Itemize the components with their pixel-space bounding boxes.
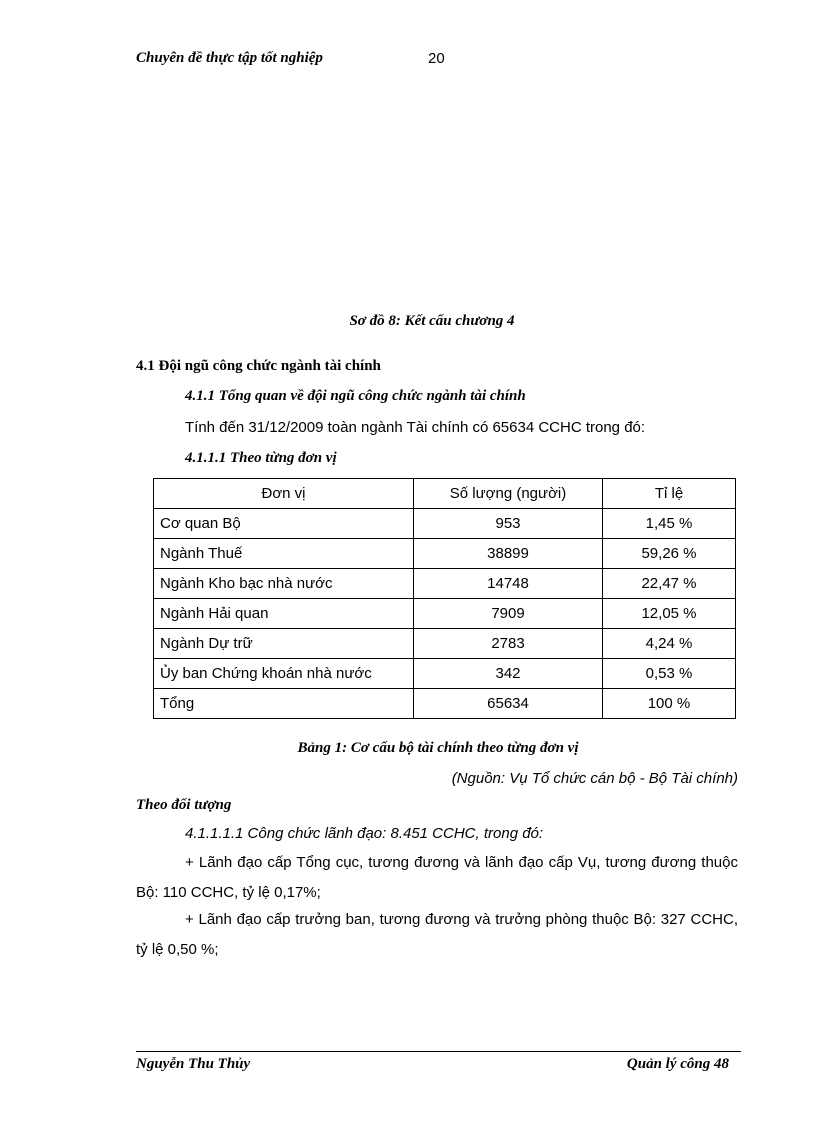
table-row xyxy=(154,599,736,629)
cell-ratio: 1,45 % xyxy=(603,509,736,539)
cell-ratio: 22,47 % xyxy=(603,569,736,599)
subheading-theo-doi-tuong: Theo đối tượng xyxy=(136,797,232,813)
diagram-caption: Sơ đồ 8: Kết cấu chương 4 xyxy=(349,313,515,329)
cell-unit: Ngành Kho bạc nhà nước xyxy=(154,569,414,599)
cell-unit: Cơ quan Bộ xyxy=(154,509,414,539)
cell-ratio: 12,05 % xyxy=(603,599,736,629)
intro-text: Tính đến 31/12/2009 toàn ngành Tài chính có 65634 CCHC trong đó: xyxy=(185,419,646,436)
cell-count: 953 xyxy=(414,509,603,539)
section-heading-4-1: 4.1 Đội ngũ công chức ngành tài chính xyxy=(136,358,381,374)
table-row xyxy=(154,569,736,599)
column-header-unit: Đơn vị xyxy=(154,479,414,509)
cell-count: 14748 xyxy=(414,569,603,599)
table-row xyxy=(154,659,736,689)
cell-count: 38899 xyxy=(414,539,603,569)
paragraph-1: + Lãnh đạo cấp Tổng cục, tương đương và lãnh đạo cấp Vụ, tương đương thuộc Bộ: 110 CCHC, tỷ lệ 0,17%; xyxy=(136,854,738,901)
table-row xyxy=(154,539,736,569)
footer-author: Nguyễn Thu Thủy xyxy=(136,1056,251,1072)
table-total-row xyxy=(154,689,736,719)
cell-unit: Tổng xyxy=(154,689,414,719)
page-number: 20 xyxy=(428,50,445,67)
cell-ratio: 0,53 % xyxy=(603,659,736,689)
table-row xyxy=(154,509,736,539)
section-heading-4-1-1: 4.1.1 Tổng quan về đội ngũ công chức ngành tài chính xyxy=(185,388,526,404)
table-header-row xyxy=(154,479,736,509)
cell-unit: Ngành Hải quan xyxy=(154,599,414,629)
cell-count: 2783 xyxy=(414,629,603,659)
footer-divider xyxy=(136,1051,741,1052)
column-header-count: Số lượng (người) xyxy=(414,479,603,509)
header-title: Chuyên đề thực tập tốt nghiệp xyxy=(136,50,323,66)
column-header-ratio: Tỉ lệ xyxy=(603,479,736,509)
table-source: (Nguồn: Vụ Tổ chức cán bộ - Bộ Tài chính) xyxy=(451,770,738,787)
footer-class: Quản lý công 48 xyxy=(626,1056,729,1072)
cell-ratio: 59,26 % xyxy=(603,539,736,569)
section-heading-4-1-1-1: 4.1.1.1 Theo từng đơn vị xyxy=(185,450,337,466)
cell-count: 65634 xyxy=(414,689,603,719)
cell-unit: Ngành Dự trữ xyxy=(154,629,414,659)
leaders-line: 4.1.1.1.1 Công chức lãnh đạo: 8.451 CCHC, trong đó: xyxy=(185,825,544,842)
cell-count: 7909 xyxy=(414,599,603,629)
staff-table xyxy=(153,478,736,719)
table-caption: Bảng 1: Cơ cấu bộ tài chính theo từng đơn vị xyxy=(297,740,579,756)
cell-unit: Ngành Thuế xyxy=(154,539,414,569)
table-row xyxy=(154,629,736,659)
cell-ratio: 4,24 % xyxy=(603,629,736,659)
cell-ratio: 100 % xyxy=(603,689,736,719)
cell-unit: Ủy ban Chứng khoán nhà nước xyxy=(154,659,414,689)
paragraph-2: + Lãnh đạo cấp trưởng ban, tương đương và trưởng phòng thuộc Bộ: 327 CCHC, tỷ lệ 0,50 %; xyxy=(136,911,738,958)
cell-count: 342 xyxy=(414,659,603,689)
